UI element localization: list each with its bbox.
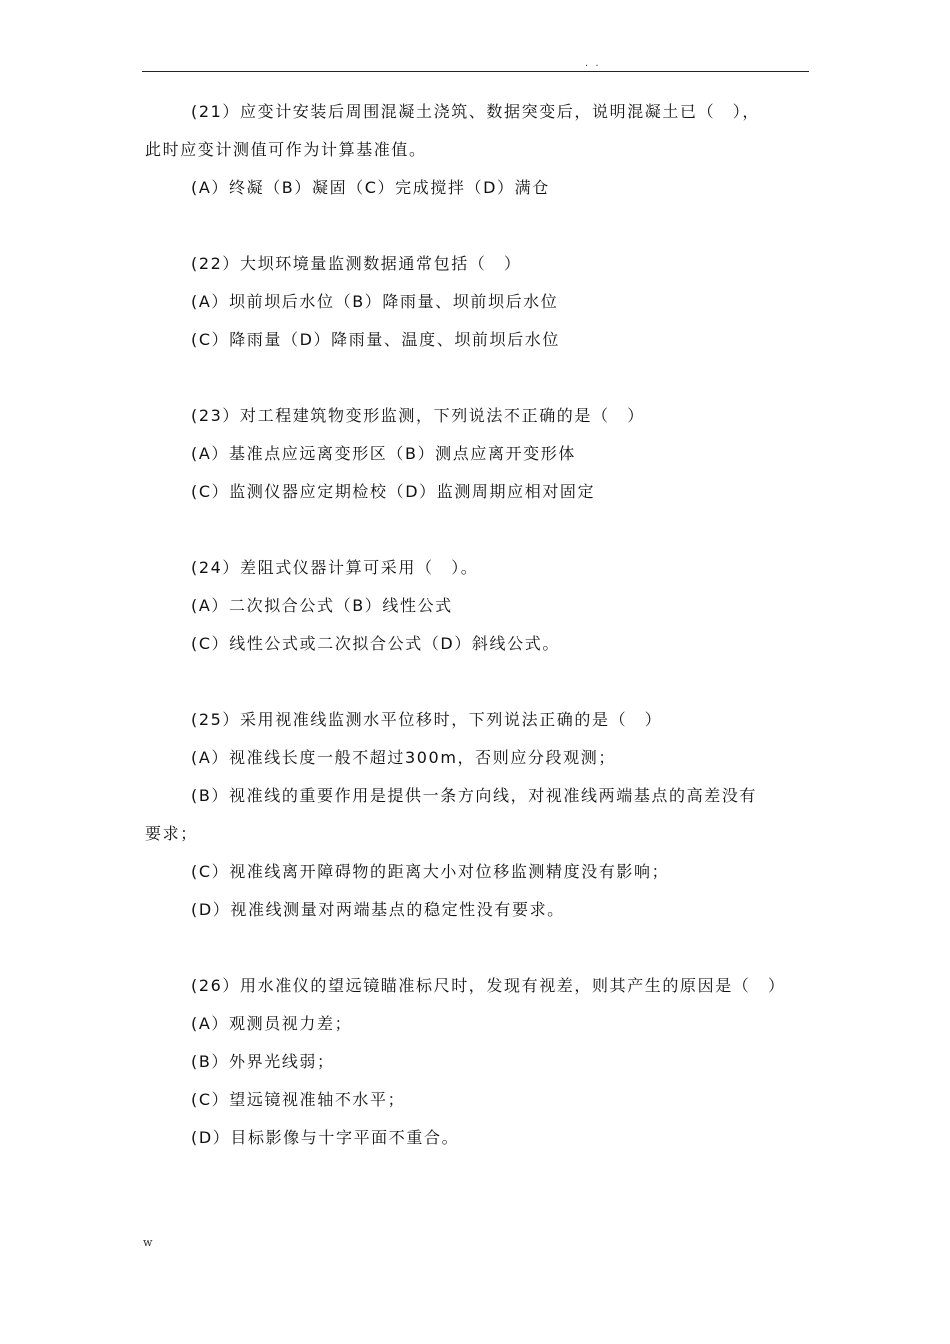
- header-mark: . .: [585, 58, 601, 69]
- paragraph-gap: [145, 663, 809, 701]
- paragraph-gap: [145, 359, 809, 397]
- answer-option-b: (B）视准线的重要作用是提供一条方向线，对视准线两端基点的高差没有: [191, 786, 758, 805]
- header-rule: [142, 71, 809, 72]
- answer-options: (A）终凝（B）凝固（C）完成搅拌（D）满仓: [191, 178, 550, 197]
- question-stem: (25）采用视准线监测水平位移时，下列说法正确的是（ ）: [191, 710, 663, 729]
- question-24: [145, 549, 809, 663]
- answer-options: (C）监测仪器应定期检校（D）监测周期应相对固定: [191, 482, 596, 501]
- question-22: [145, 245, 809, 359]
- paragraph-gap: [145, 207, 809, 245]
- answer-option-a: (A）观测员视力差；: [191, 1014, 353, 1033]
- paragraph-gap: [145, 511, 809, 549]
- question-stem: (24）差阻式仪器计算可采用（ ）。: [191, 558, 479, 577]
- answer-option-d: (D）目标影像与十字平面不重合。: [191, 1128, 460, 1147]
- answer-option-c: (C）视准线离开障碍物的距离大小对位移监测精度没有影响；: [191, 862, 670, 881]
- answer-options: (A）二次拟合公式（B）线性公式: [191, 596, 453, 615]
- question-26: [145, 967, 809, 1157]
- question-stem-continued: 此时应变计测值可作为计算基准值。: [145, 140, 427, 159]
- answer-option-b-continued: 要求；: [145, 824, 198, 843]
- question-stem: (26）用水准仪的望远镜瞄准标尺时，发现有视差，则其产生的原因是（ ）: [191, 976, 786, 995]
- paragraph-gap: [145, 929, 809, 967]
- answer-options: (C）线性公式或二次拟合公式（D）斜线公式。: [191, 634, 560, 653]
- answer-options: (A）坝前坝后水位（B）降雨量、坝前坝后水位: [191, 292, 559, 311]
- document-body: [145, 93, 809, 1157]
- footer-mark: w: [143, 1236, 153, 1249]
- answer-option-d: (D）视准线测量对两端基点的稳定性没有要求。: [191, 900, 565, 919]
- question-stem: (21）应变计安装后周围混凝土浇筑、数据突变后，说明混凝土已（ ），: [191, 102, 761, 121]
- answer-option-c: (C）望远镜视准轴不水平；: [191, 1090, 406, 1109]
- question-21: [145, 93, 809, 207]
- question-23: [145, 397, 809, 511]
- answer-option-a: (A）视准线长度一般不超过300m，否则应分段观测；: [191, 748, 616, 767]
- question-25: [145, 701, 809, 929]
- question-stem: (22）大坝环境量监测数据通常包括（ ）: [191, 254, 522, 273]
- question-stem: (23）对工程建筑物变形监测，下列说法不正确的是（ ）: [191, 406, 645, 425]
- answer-options: (C）降雨量（D）降雨量、温度、坝前坝后水位: [191, 330, 560, 349]
- answer-option-b: (B）外界光线弱；: [191, 1052, 335, 1071]
- answer-options: (A）基准点应远离变形区（B）测点应离开变形体: [191, 444, 576, 463]
